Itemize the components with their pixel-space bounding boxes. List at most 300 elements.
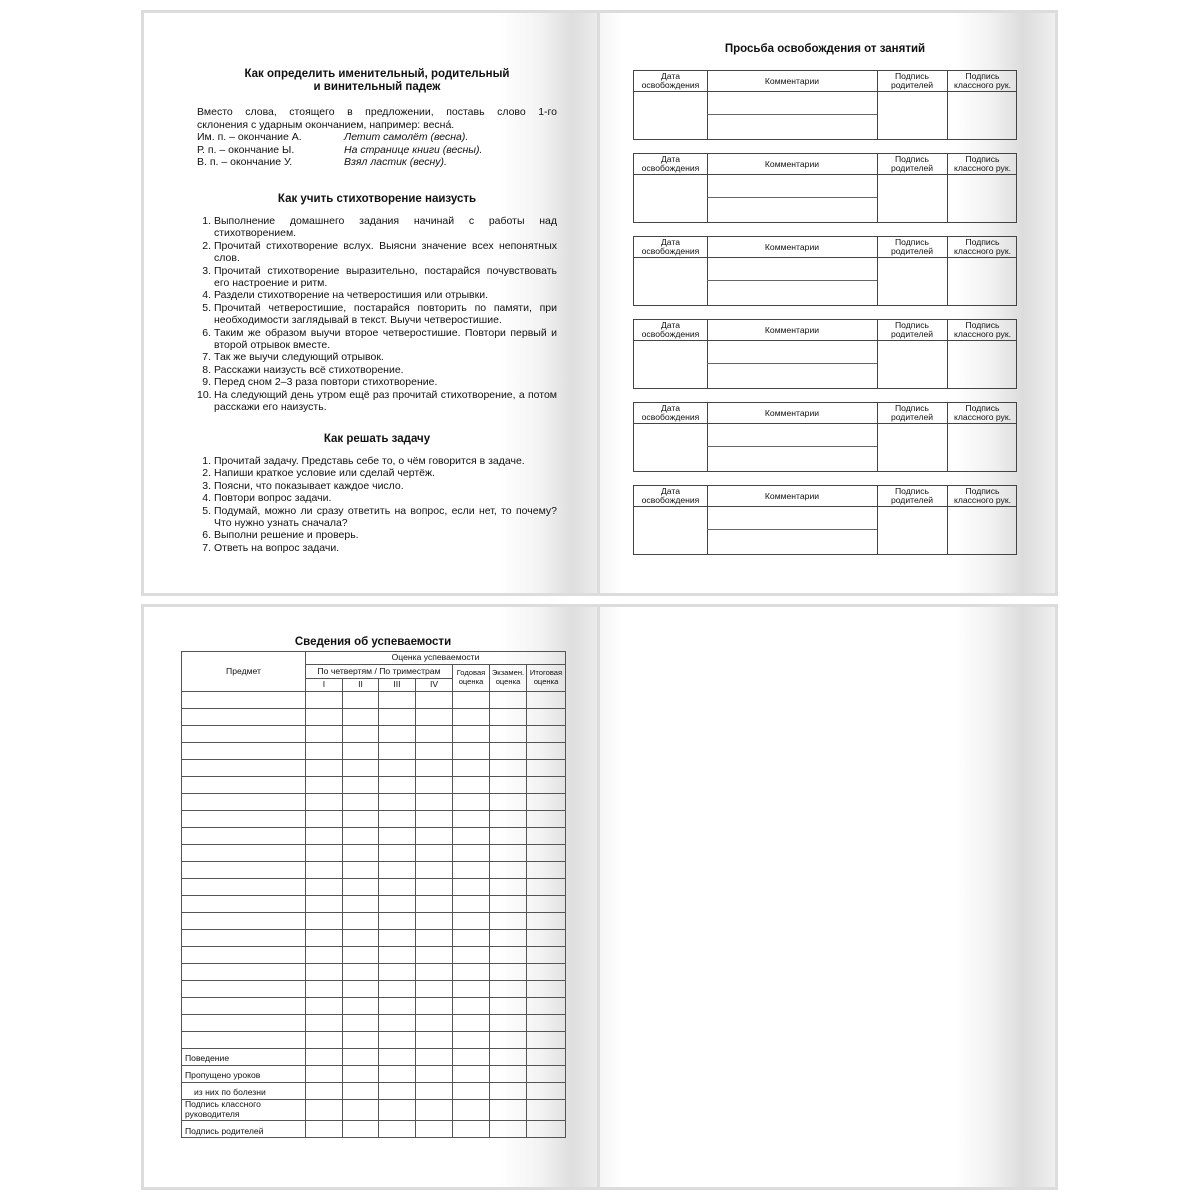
item-text: Так же выучи следующий отрывок.	[214, 351, 384, 364]
table-cell	[416, 828, 453, 845]
table-cell	[343, 879, 379, 896]
table-cell	[343, 1049, 379, 1066]
list-item	[197, 289, 557, 301]
item-text: Расскажи наизусть всё стихотворение.	[214, 363, 404, 376]
table-cell	[379, 998, 416, 1015]
table-cell	[416, 930, 453, 947]
table-cell	[490, 726, 527, 743]
table-cell	[453, 981, 490, 998]
item-number: 1.	[202, 455, 211, 467]
table-cell	[490, 1083, 527, 1100]
table-cell	[490, 692, 527, 709]
table-cell	[490, 879, 527, 896]
table-cell	[490, 1066, 527, 1083]
teacher-signature-header: Подпись классного рук.	[953, 486, 1011, 506]
table-cell	[490, 845, 527, 862]
table-row	[182, 1100, 566, 1121]
table-cell	[453, 828, 490, 845]
table-cell	[343, 828, 379, 845]
table-cell	[453, 1015, 490, 1032]
table-cell	[343, 981, 379, 998]
table-cell	[453, 777, 490, 794]
teacher-signature-header: Подпись классного рук.	[953, 237, 1011, 257]
table-cell	[379, 1100, 416, 1121]
row-line	[707, 446, 877, 447]
table-cell	[182, 981, 306, 998]
table-cell	[453, 930, 490, 947]
table-cell	[379, 777, 416, 794]
subject-header: Предмет	[182, 652, 306, 692]
table-cell	[182, 794, 306, 811]
list-item	[197, 529, 557, 541]
blank-page	[600, 607, 1055, 1187]
table-cell	[343, 930, 379, 947]
item-number: 3.	[202, 479, 211, 492]
table-cell	[343, 811, 379, 828]
list-item	[197, 351, 557, 363]
table-cell	[379, 862, 416, 879]
table-cell	[453, 998, 490, 1015]
table-row	[182, 1121, 566, 1138]
table-cell	[306, 896, 343, 913]
table-cell	[379, 1015, 416, 1032]
table-cell	[416, 726, 453, 743]
table-row	[182, 930, 566, 947]
bottom-spread	[141, 604, 1058, 1190]
table-row	[182, 998, 566, 1015]
table-cell	[306, 760, 343, 777]
case-example: Взял ластик (весну).	[344, 156, 447, 169]
exemption-page	[600, 13, 1055, 593]
table-cell	[306, 947, 343, 964]
table-cell	[182, 947, 306, 964]
table-row	[182, 692, 566, 709]
case-example: Летит самолёт (весна).	[344, 131, 469, 144]
table-cell	[416, 981, 453, 998]
table-cell	[306, 845, 343, 862]
table-cell	[453, 862, 490, 879]
table-cell	[379, 726, 416, 743]
table-cell	[490, 896, 527, 913]
item-text: Перед сном 2–3 раза повтори стихотворение.	[214, 376, 438, 389]
table-cell	[343, 862, 379, 879]
grades-table	[181, 651, 566, 1138]
row-line	[707, 529, 877, 530]
list-item	[197, 467, 557, 479]
case-row	[197, 144, 557, 157]
table-cell	[379, 896, 416, 913]
table-row	[182, 1032, 566, 1049]
annual-header: Годовая оценка	[453, 665, 490, 692]
task-title: Как решать задачу	[323, 433, 431, 445]
row-line	[707, 114, 877, 115]
table-row	[182, 1015, 566, 1032]
case-section	[197, 68, 557, 169]
table-cell	[527, 964, 566, 981]
date-header: Дата освобождения	[641, 486, 700, 506]
date-header: Дата освобождения	[641, 320, 700, 340]
date-header: Дата освобождения	[641, 154, 700, 174]
table-cell	[343, 743, 379, 760]
parents-signature-header: Подпись родителей	[890, 320, 934, 340]
table-cell	[182, 896, 306, 913]
comments-header: Комментарии	[764, 490, 820, 501]
table-cell	[343, 913, 379, 930]
table-cell	[379, 845, 416, 862]
item-number: 7.	[202, 351, 211, 364]
table-cell	[306, 1015, 343, 1032]
table-cell	[453, 1121, 490, 1138]
table-cell	[182, 964, 306, 981]
quarter-3: III	[379, 679, 416, 692]
parents-signature-header: Подпись родителей	[890, 486, 934, 506]
exemption-table	[633, 153, 1017, 223]
date-header: Дата освобождения	[641, 237, 700, 257]
row-label: Подпись классного руководителя	[182, 1100, 306, 1121]
table-cell	[306, 1032, 343, 1049]
task-steps	[197, 455, 557, 554]
parents-signature-header: Подпись родителей	[890, 403, 934, 423]
table-cell	[379, 947, 416, 964]
table-cell	[379, 1049, 416, 1066]
table-cell	[490, 709, 527, 726]
table-row	[182, 879, 566, 896]
table-cell	[379, 692, 416, 709]
table-cell	[182, 930, 306, 947]
comments-header: Комментарии	[764, 158, 820, 169]
table-row	[182, 896, 566, 913]
grades-title: Сведения об успеваемости	[294, 636, 452, 648]
table-cell	[306, 828, 343, 845]
item-text: Прочитай четверостишие, постарайся повторить по памяти, при необходимости заглядывай в текст. Выучи четверостишие.	[214, 301, 557, 327]
table-cell	[453, 913, 490, 930]
table-cell	[527, 862, 566, 879]
table-cell	[379, 981, 416, 998]
case-intro: Вместо слова, стоящего в предложении, поставь слово 1-го склонения с ударным окончанием, например: весна́.	[197, 106, 557, 131]
list-item	[197, 542, 557, 554]
table-cell	[490, 964, 527, 981]
table-cell	[182, 1032, 306, 1049]
table-cell	[416, 1100, 453, 1121]
item-text: Прочитай стихотворение выразительно, постарайся почувствовать его настроение и ритм.	[214, 264, 557, 290]
case-label: В. п. – окончание У.	[197, 156, 293, 169]
table-cell	[416, 879, 453, 896]
comments-header: Комментарии	[764, 407, 820, 418]
table-cell	[343, 1083, 379, 1100]
item-number: 10.	[197, 388, 212, 401]
table-cell	[343, 760, 379, 777]
item-text: Повтори вопрос задачи.	[214, 492, 332, 505]
list-item	[197, 492, 557, 504]
table-cell	[527, 896, 566, 913]
table-row	[182, 913, 566, 930]
table-cell	[416, 811, 453, 828]
table-cell	[490, 777, 527, 794]
table-cell	[416, 760, 453, 777]
exemption-table	[633, 70, 1017, 140]
list-item	[197, 240, 557, 265]
table-cell	[527, 1083, 566, 1100]
item-text: Выполни решение и проверь.	[214, 529, 359, 542]
table-cell	[416, 692, 453, 709]
table-row	[182, 1049, 566, 1066]
table-cell	[416, 709, 453, 726]
table-cell	[416, 947, 453, 964]
item-text: Ответь на вопрос задачи.	[214, 541, 340, 554]
periods-header: По четвертям / По триместрам	[306, 665, 453, 679]
table-cell	[416, 1015, 453, 1032]
item-number: 2.	[202, 239, 211, 252]
date-header: Дата освобождения	[641, 71, 700, 91]
quarter-4: IV	[416, 679, 453, 692]
table-row	[182, 1066, 566, 1083]
table-cell	[343, 1100, 379, 1121]
table-cell	[453, 1100, 490, 1121]
item-text: Выполнение домашнего задания начинай с работы над стихотворением.	[214, 215, 557, 240]
table-cell	[343, 726, 379, 743]
table-row	[182, 794, 566, 811]
table-cell	[527, 794, 566, 811]
list-item	[197, 215, 557, 240]
table-cell	[453, 760, 490, 777]
table-cell	[490, 828, 527, 845]
table-cell	[379, 964, 416, 981]
table-cell	[416, 896, 453, 913]
item-number: 2.	[202, 467, 211, 480]
table-row	[182, 1083, 566, 1100]
item-number: 7.	[202, 541, 211, 554]
table-cell	[490, 1049, 527, 1066]
table-row	[182, 845, 566, 862]
item-text: Поясни, что показывает каждое число.	[214, 479, 404, 492]
table-cell	[343, 794, 379, 811]
table-cell	[490, 998, 527, 1015]
exemption-title: Просьба освобождения от занятий	[724, 43, 926, 55]
table-cell	[527, 947, 566, 964]
exemption-table	[633, 485, 1017, 555]
table-cell	[182, 692, 306, 709]
item-number: 4.	[202, 289, 211, 302]
table-cell	[379, 709, 416, 726]
case-label: Р. п. – окончание Ы.	[197, 143, 295, 156]
table-row	[182, 862, 566, 879]
table-cell	[490, 981, 527, 998]
table-cell	[527, 709, 566, 726]
table-cell	[490, 913, 527, 930]
table-cell	[343, 998, 379, 1015]
table-cell	[182, 726, 306, 743]
table-cell	[490, 1032, 527, 1049]
case-example: На странице книги (весны).	[344, 143, 483, 156]
parents-signature-header: Подпись родителей	[890, 154, 934, 174]
table-cell	[306, 726, 343, 743]
table-cell	[453, 1083, 490, 1100]
table-cell	[306, 777, 343, 794]
table-cell	[379, 743, 416, 760]
table-cell	[306, 964, 343, 981]
final-header: Итоговая оценка	[527, 665, 566, 692]
table-row	[182, 947, 566, 964]
table-cell	[416, 794, 453, 811]
table-cell	[416, 743, 453, 760]
poem-title: Как учить стихотворение наизусть	[277, 193, 477, 205]
table-cell	[343, 845, 379, 862]
table-cell	[343, 1121, 379, 1138]
row-line	[707, 280, 877, 281]
item-number: 6.	[202, 326, 211, 339]
table-cell	[527, 1100, 566, 1121]
comments-header: Комментарии	[764, 324, 820, 335]
row-label: Поведение	[182, 1049, 306, 1066]
table-cell	[527, 1032, 566, 1049]
table-cell	[490, 1100, 527, 1121]
table-cell	[343, 896, 379, 913]
table-cell	[527, 760, 566, 777]
table-cell	[416, 845, 453, 862]
table-cell	[527, 828, 566, 845]
row-line	[707, 197, 877, 198]
table-cell	[416, 913, 453, 930]
teacher-signature-header: Подпись классного рук.	[953, 403, 1011, 423]
table-row	[182, 726, 566, 743]
parents-signature-header: Подпись родителей	[890, 71, 934, 91]
comments-header: Комментарии	[764, 75, 820, 86]
table-cell	[490, 760, 527, 777]
table-cell	[343, 1066, 379, 1083]
parents-signature-header: Подпись родителей	[890, 237, 934, 257]
table-cell	[343, 1032, 379, 1049]
table-cell	[306, 913, 343, 930]
row-label: из них по болезни	[182, 1083, 306, 1100]
table-cell	[416, 1121, 453, 1138]
table-cell	[182, 845, 306, 862]
table-cell	[182, 913, 306, 930]
case-title: Как определить именительный, родительный и винительный падеж	[244, 68, 510, 93]
list-item	[197, 364, 557, 376]
case-row	[197, 131, 557, 144]
table-cell	[182, 709, 306, 726]
table-cell	[527, 726, 566, 743]
quarter-1: I	[306, 679, 343, 692]
table-cell	[490, 930, 527, 947]
teacher-signature-header: Подпись классного рук.	[953, 320, 1011, 340]
list-item	[197, 389, 557, 414]
grade-header: Оценка успеваемости	[306, 652, 566, 665]
item-text: На следующий день утром ещё раз прочитай стихотворение, а потом расскажи его наизусть.	[214, 388, 557, 414]
table-cell	[379, 913, 416, 930]
table-cell	[379, 828, 416, 845]
item-number: 1.	[202, 215, 211, 227]
item-text: Подумай, можно ли сразу ответить на вопрос, если нет, то почему? Что нужно узнать сначала?	[214, 504, 557, 530]
table-cell	[343, 777, 379, 794]
table-cell	[453, 743, 490, 760]
table-cell	[527, 811, 566, 828]
list-item	[197, 376, 557, 388]
table-cell	[306, 1100, 343, 1121]
table-cell	[306, 1121, 343, 1138]
table-cell	[306, 692, 343, 709]
table-row	[182, 709, 566, 726]
date-header: Дата освобождения	[641, 403, 700, 423]
item-number: 8.	[202, 363, 211, 376]
list-item	[197, 455, 557, 467]
table-cell	[527, 930, 566, 947]
table-cell	[379, 1032, 416, 1049]
item-number: 9.	[202, 376, 211, 389]
poem-section	[197, 193, 557, 414]
table-row	[182, 964, 566, 981]
table-cell	[490, 811, 527, 828]
table-cell	[379, 760, 416, 777]
item-number: 5.	[202, 504, 211, 517]
table-cell	[453, 709, 490, 726]
table-row	[182, 760, 566, 777]
table-cell	[379, 1083, 416, 1100]
table-cell	[182, 811, 306, 828]
row-label: Пропущено уроков	[182, 1066, 306, 1083]
table-cell	[453, 947, 490, 964]
table-cell	[527, 1121, 566, 1138]
table-cell	[527, 1049, 566, 1066]
table-cell	[527, 777, 566, 794]
table-cell	[527, 1015, 566, 1032]
table-cell	[306, 930, 343, 947]
case-label: Им. п. – окончание А.	[197, 131, 302, 144]
table-cell	[379, 1121, 416, 1138]
table-cell	[490, 794, 527, 811]
list-item	[197, 302, 557, 327]
comments-header: Комментарии	[764, 241, 820, 252]
table-cell	[306, 1066, 343, 1083]
top-spread	[141, 10, 1058, 596]
table-cell	[453, 692, 490, 709]
row-line	[707, 363, 877, 364]
table-cell	[306, 1083, 343, 1100]
list-item	[197, 265, 557, 290]
table-cell	[453, 1066, 490, 1083]
table-cell	[416, 1066, 453, 1083]
table-cell	[182, 879, 306, 896]
table-cell	[453, 845, 490, 862]
table-cell	[453, 896, 490, 913]
table-cell	[453, 1032, 490, 1049]
exemption-table	[633, 236, 1017, 306]
table-cell	[306, 1049, 343, 1066]
table-cell	[453, 964, 490, 981]
case-row	[197, 156, 557, 169]
row-label: Подпись родителей	[182, 1121, 306, 1138]
table-cell	[453, 794, 490, 811]
task-section	[197, 433, 557, 554]
table-cell	[306, 743, 343, 760]
table-cell	[490, 1015, 527, 1032]
table-cell	[416, 862, 453, 879]
table-cell	[453, 879, 490, 896]
table-cell	[490, 862, 527, 879]
poem-steps	[197, 215, 557, 414]
exemption-table	[633, 402, 1017, 472]
table-cell	[490, 947, 527, 964]
table-cell	[379, 879, 416, 896]
item-number: 3.	[202, 264, 211, 277]
table-row	[182, 981, 566, 998]
table-cell	[416, 1049, 453, 1066]
table-cell	[182, 760, 306, 777]
table-cell	[182, 828, 306, 845]
table-cell	[527, 692, 566, 709]
table-cell	[182, 998, 306, 1015]
table-cell	[416, 1032, 453, 1049]
